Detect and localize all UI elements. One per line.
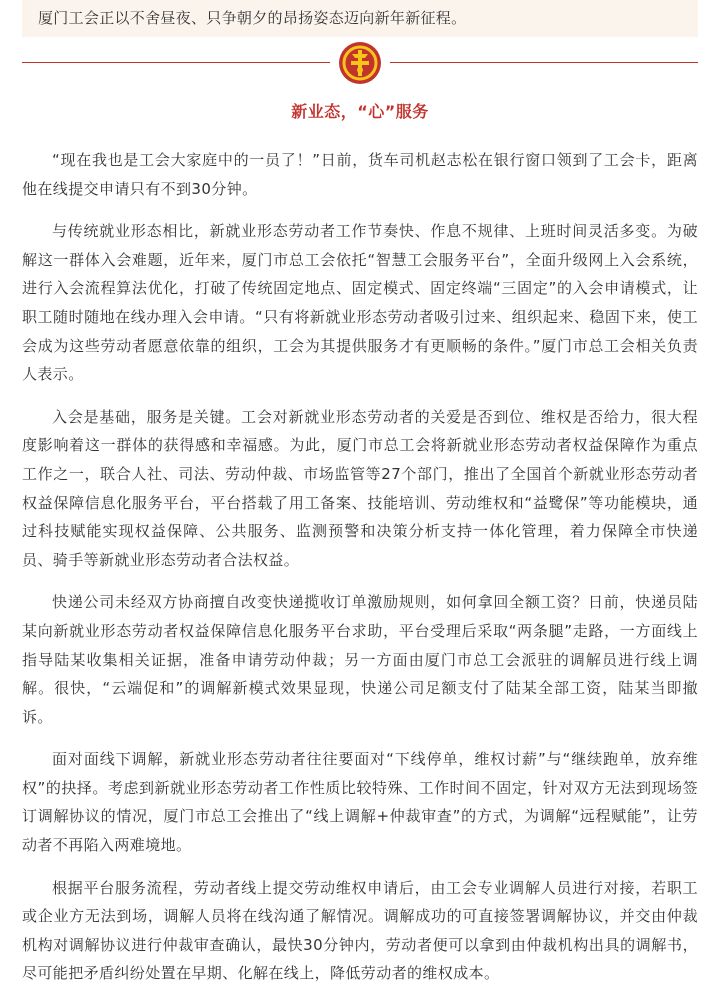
trade-union-emblem-icon xyxy=(338,41,382,85)
paragraph: “现在我也是工会大家庭中的一员了！”日前，货车司机赵志松在银行窗口领到了工会卡，距离他在线提交申请只有不到30分钟。 xyxy=(22,151,698,198)
paragraph: 快递公司未经双方协商擅自改变快递揽收订单激励规则，如何拿回全额工资？日前，快递员陆某向新就业形态劳动者权益保障信息化服务平台求助，平台受理后采取“两条腿”走路，一方面线上指导陆某收集相关证据，准备申请劳动仲裁；另一方面由厦门市总工会派驻的调解员进行线上调解。很快，“云端促和”的调解新模式效果显现，快递公司足额支付了陆某全部工资，陆某当即撤诉。 xyxy=(22,593,698,726)
paragraph: 根据平台服务流程，劳动者线上提交劳动维权申请后，由工会专业调解人员进行对接，若职工或企业方无法到场，调解人员将在线沟通了解情况。调解成功的可直接签署调解协议，并交由仲裁机构对调解协议进行仲裁审查确认，最快30分钟内，劳动者便可以拿到由仲裁机构出具的调解书，尽可能把矛盾纠纷处置在早期、化解在线上，降低劳动者的维权成本。 xyxy=(22,878,698,983)
intro-text: 厦门工会正以不舍昼夜、只争朝夕的昂扬姿态迈向新年新征程。 xyxy=(38,9,467,27)
divider-line-left xyxy=(22,62,330,63)
intro-highlight-box xyxy=(22,0,698,37)
paragraph: 面对面线下调解，新就业形态劳动者往往要面对“下线停单，维权讨薪”与“继续跑单，放弃维权”的抉择。考虑到新就业形态劳动者工作性质比较特殊、工作时间不固定，针对双方无法到现场签订调解协议的情况，厦门市总工会推出了“线上调解+仲裁审查”的方式，为调解“远程赋能”，让劳动者不再陷入两难境地。 xyxy=(22,750,698,855)
article-body xyxy=(22,146,698,989)
paragraph: 与传统就业形态相比，新就业形态劳动者工作节奏快、作息不规律、上班时间灵活多变。为破解这一群体入会难题，近年来，厦门市总工会依托“智慧工会服务平台”，全面升级网上入会系统，进行入会流程算法优化，打破了传统固定地点、固定模式、固定终端“三固定”的入会申请模式，让职工随时随地在线办理入会申请。“只有将新就业形态劳动者吸引过来、组织起来、稳固下来，使工会成为这些劳动者愿意依靠的组织，工会为其提供服务才有更顺畅的条件。”厦门市总工会相关负责人表示。 xyxy=(22,222,698,384)
paragraph: 入会是基础，服务是关键。工会对新就业形态劳动者的关爱是否到位、维权是否给力，很大程度影响着这一群体的获得感和幸福感。为此，厦门市总工会将新就业形态劳动者权益保障作为重点工作之一，联合人社、司法、劳动仲裁、市场监管等27个部门，推出了全国首个新就业形态劳动者权益保障信息化服务平台，平台搭载了用工备案、技能培训、劳动维权和“益鹭保”等功能模块，通过科技赋能实现权益保障、公共服务、监测预警和决策分析支持一体化管理，着力保障全市快递员、骑手等新就业形态劳动者合法权益。 xyxy=(22,407,698,569)
divider-line-right xyxy=(390,62,698,63)
section-title: 新业态，“心”服务 xyxy=(291,102,429,121)
